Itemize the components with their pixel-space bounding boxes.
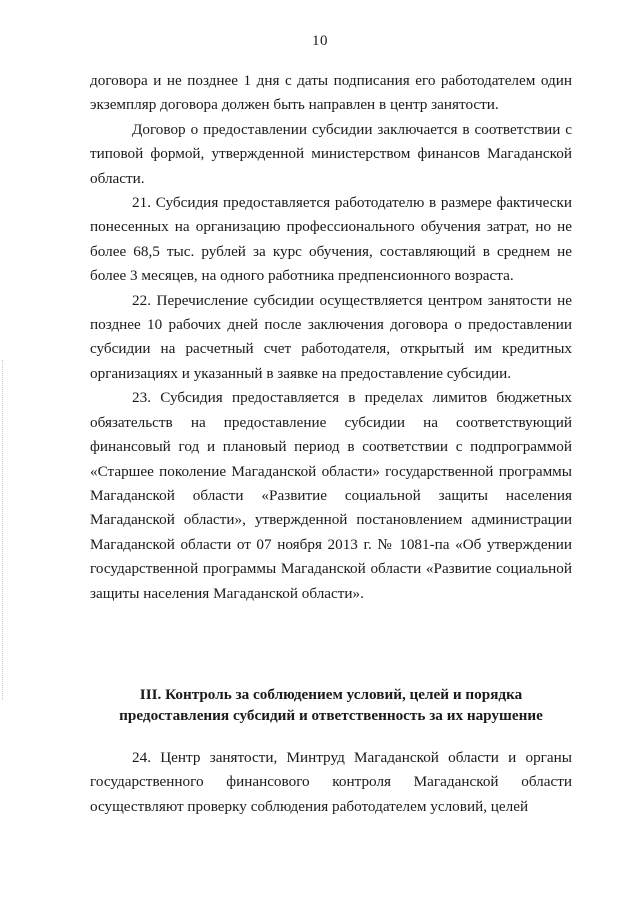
section-heading-line-2: предоставления субсидий и ответственность за их нарушение <box>119 707 543 724</box>
paragraph-contract-form: Договор о предоставлении субсидии заключается в соответствии с типовой формой, утвержденной министерством финансов Магаданской области. <box>90 120 572 187</box>
section-heading <box>90 684 572 726</box>
paragraph-clause-23: 23. Субсидия предоставляется в пределах лимитов бюджетных обязательств на предоставление субсидии на соответствующий финансовый год и плановый период в соответствии с подпрограммой «Старшее поколение Магаданской области» государственной программы Магаданской области «Развитие социальной защиты населения Магаданской области», утвержденной постановлением администрации Магаданской области от 07 ноября 2013 г. № 1081-па «Об утверждении государственной программы Магаданской области «Развитие социальной защиты населения Магаданской области». <box>90 389 572 602</box>
paragraph-clause-21: 21. Субсидия предоставляется работодателю в размере фактически понесенных на организацию профессионального обучения затрат, но не более 68,5 тыс. рублей за курс обучения, составляющий в среднем не более 3 месяцев, на одного работника предпенсионного возраста. <box>90 194 572 285</box>
paragraph-clause-22: 22. Перечисление субсидии осуществляется центром занятости не позднее 10 рабочих дней после заключения договора о предоставлении субсидии на расчетный счет работодателя, открытый им кредитных организациях и указанный в заявке на предоставление субсидии. <box>90 291 572 382</box>
body-text-bottom <box>90 746 572 819</box>
scan-margin-artifact <box>2 360 7 700</box>
body-text-top <box>90 69 572 606</box>
page-number: 10 <box>312 33 328 49</box>
section-heading-line-1: III. Контроль за соблюдением условий, целей и порядка <box>139 686 523 703</box>
paragraph-clause-24: 24. Центр занятости, Минтруд Магаданской области и органы государственного финансового контроля Магаданской области осуществляют проверку соблюдения работодателем условий, целей <box>90 749 572 815</box>
paragraph-continuation: договора и не позднее 1 дня с даты подписания его работодателем один экземпляр договора должен быть направлен в центр занятости. <box>90 72 572 114</box>
